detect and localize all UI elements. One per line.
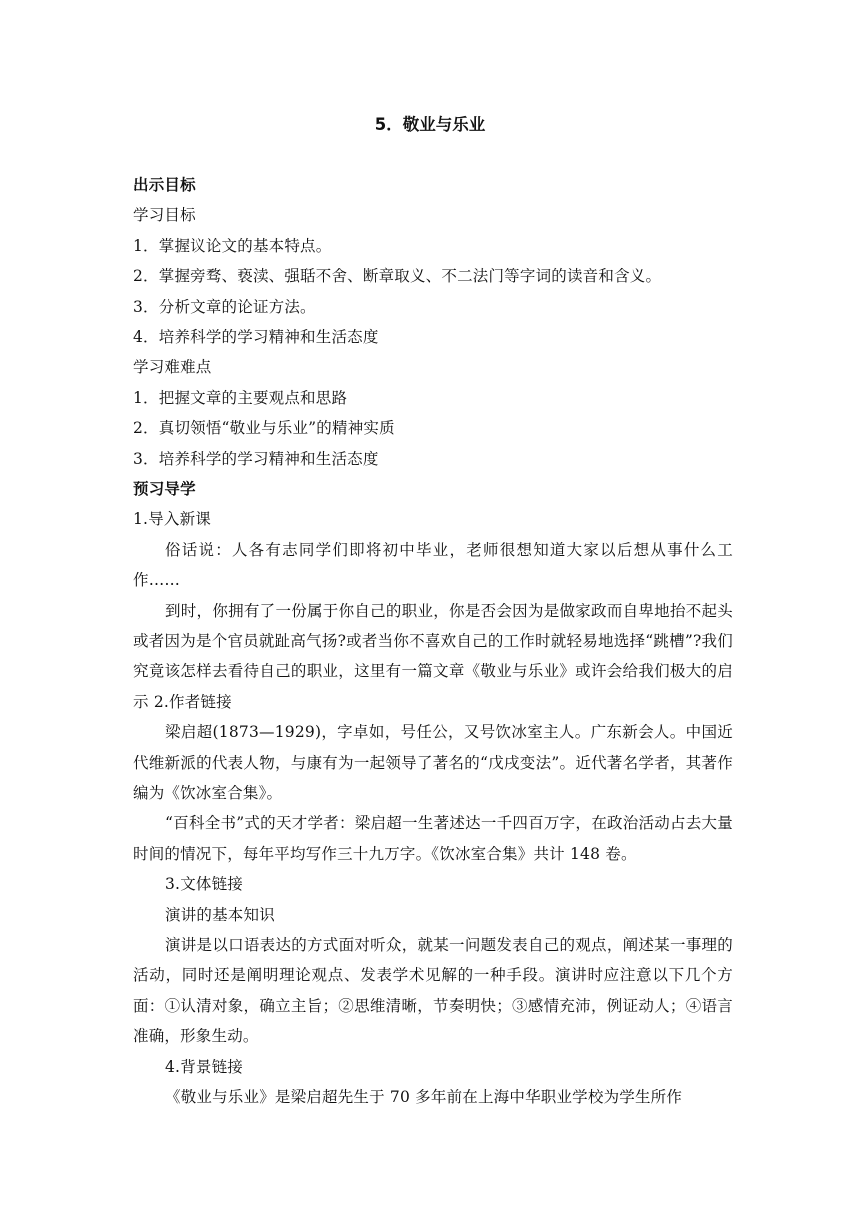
goal-item: 4．培养科学的学习精神和生活态度: [133, 327, 379, 346]
section-title: 1.导入新课: [133, 510, 211, 529]
difficulties-label: 学习难难点: [133, 358, 212, 377]
learning-goals-label: 学习目标: [133, 206, 196, 225]
heading-objectives: 出示目标: [133, 176, 196, 194]
difficulty-item: 3．培养科学的学习精神和生活态度: [133, 449, 379, 468]
goal-item: 3．分析文章的论证方法。: [133, 297, 316, 316]
paragraph: 到时，你拥有了一份属于你自己的职业，你是否会因为是做家政而自卑地抬不起头或者因为是个官员就趾高气扬?或者当你不喜欢自己的工作时就轻易地选择“跳槽”?我们究竟该怎样去看待自己的职业，这里有一篇文章《敬业与乐业》或许会给我们极大的启示 2.作者链接: [133, 601, 733, 711]
difficulty-item: 1．把握文章的主要观点和思路: [133, 388, 348, 407]
paragraph: 演讲是以口语表达的方式面对听众，就某一问题发表自己的观点，阐述某一事理的活动，同时还是阐明理论观点、发表学术见解的一种手段。演讲时应注意以下几个方面：①认清对象，确立主旨；②思维清晰，节奏明快；③感情充沛，例证动人；④语言准确，形象生动。: [133, 935, 733, 1046]
heading-preview: 预习导学: [133, 479, 196, 498]
document-title: 5．敬业与乐业: [374, 115, 486, 134]
goal-item: 2．掌握旁骛、亵渎、强聒不舍、断章取义、不二法门等字词的读音和含义。: [133, 267, 662, 286]
section-title: 4.背景链接: [165, 1057, 243, 1076]
section-title: 3.文体链接: [165, 875, 243, 894]
paragraph: 俗话说：人各有志同学们即将初中毕业，老师很想知道大家以后想从事什么工作……: [133, 540, 733, 590]
speech-basics-label: 演讲的基本知识: [165, 905, 275, 924]
paragraph: “百科全书”式的天才学者：梁启超一生著述达一千四百万字，在政治活动占去大量时间的情况下，每年平均写作三十九万字。《饮冰室合集》共计 148 卷。: [133, 814, 733, 863]
paragraph: 《敬业与乐业》是梁启超先生于 70 多年前在上海中华职业学校为学生所作: [165, 1087, 683, 1106]
difficulty-item: 2．真切领悟“敬业与乐业”的精神实质: [133, 419, 395, 438]
paragraph: 梁启超(1873—1929)，字卓如，号任公，又号饮冰室主人。广东新会人。中国近代维新派的代表人物，与康有为一起领导了著名的“戊戌变法”。近代著名学者，其著作编为《饮冰室合集》。: [133, 723, 733, 802]
goal-item: 1．掌握议论文的基本特点。: [133, 236, 332, 255]
document-body: [133, 170, 733, 1112]
